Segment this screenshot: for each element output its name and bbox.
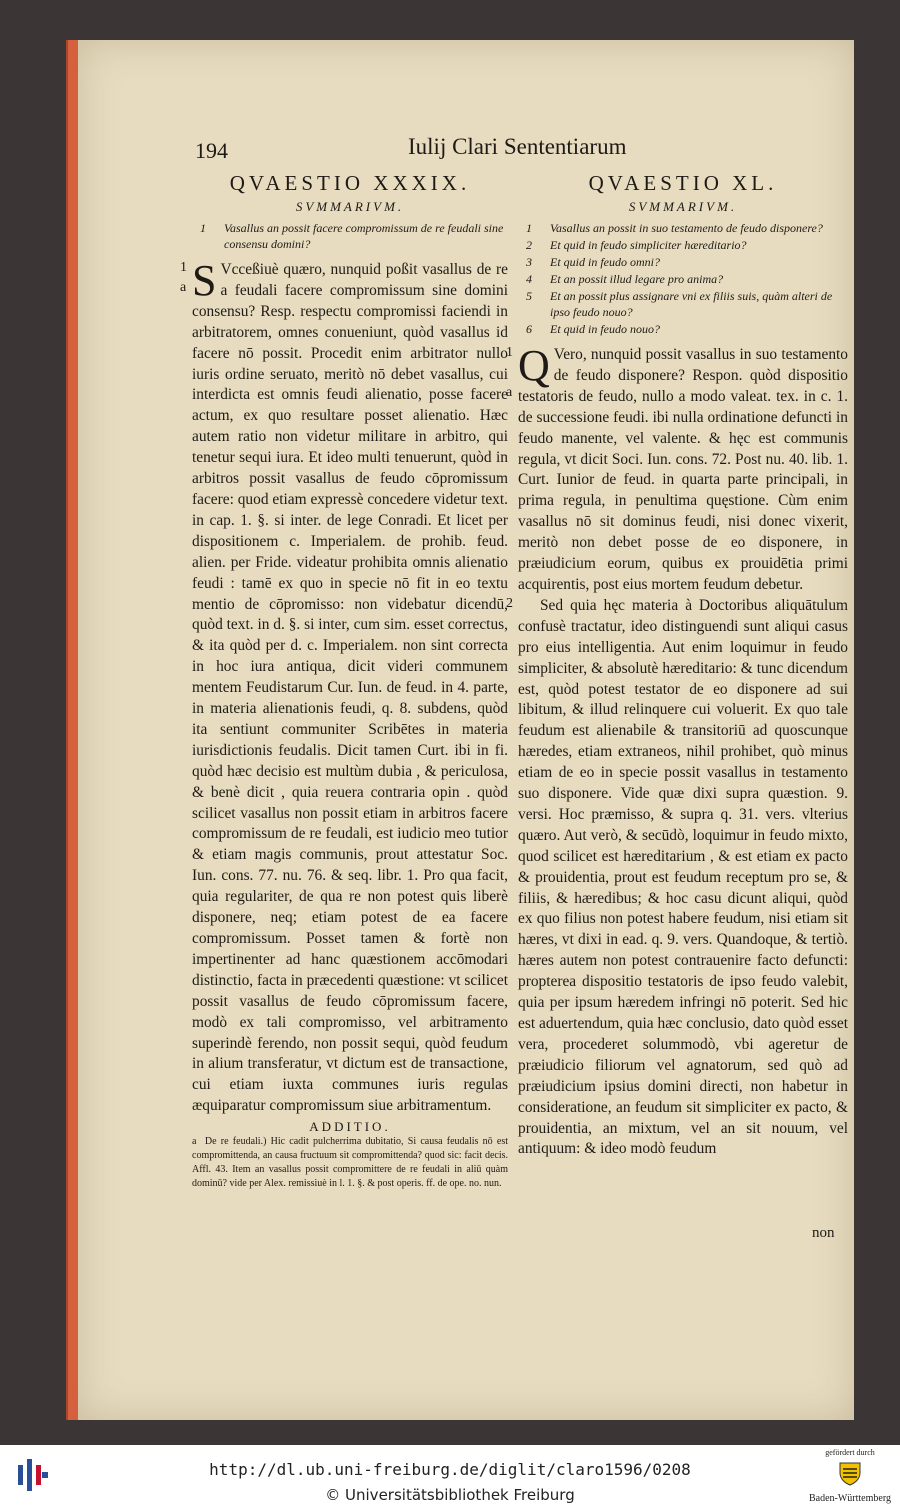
margin-number: 1: [506, 345, 513, 360]
summary-item-number: 1: [200, 221, 206, 235]
right-body-paragraph-2: [506, 595, 848, 1160]
right-body-text-1: [518, 341, 848, 596]
left-column: [180, 170, 509, 1191]
left-body-paragraph: [180, 256, 508, 1117]
margin-number: 1: [180, 260, 187, 275]
summary-item-number: 4: [526, 272, 532, 286]
right-summarium-label: SVMMARIVM.: [628, 199, 738, 214]
sponsor-name: Baden-Württemberg: [808, 1493, 891, 1504]
right-body-paragraph-1: [506, 341, 848, 596]
right-summary-item: [518, 220, 848, 236]
catchword: non: [812, 1225, 835, 1241]
summary-item-text: Et an possit plus assignare vni ex filiis suis, quàm alteri de ipso feudo nouo?: [550, 289, 833, 319]
summary-item-number: 6: [526, 322, 532, 336]
page-number: 194: [195, 138, 228, 163]
copyright-text: © Universitätsbibliothek Freiburg: [325, 1486, 575, 1504]
summary-item-text: Et quid in feudo nouo?: [550, 322, 660, 336]
right-body-text-2: Sed quia hęc materia à Doctoribus aliquātulum confusè tractatur, ideo distinguendi sunt aliqui casus pro eius intelligentia. Aut enim loquimur in feudo simpliciter, & absolutè hæreditario: & tunc dicendum est, quòd potest testator de eo disponere ad sui libitum, & illud relinquere cui voluerit. Ex quo tale feudum est alienabile & transitoriū ad quoscunque hæredes, etiam extraneos, nihil prohibet, quò minus etiam de eo in specie possit vasallus in testamento suo disponere. Vide quæ dixi supra quæstion. 9. versi. Hoc præmisso, & supra q. 31. vers. vlterius quæro. Aut verò, & secūdò, loquimur in feudo mixto, quod scilicet est hæreditarium , & est etiam ex pacto & prouidentia, prout est feudum receptum pro se, & filiis, & hæredibus; & hoc casu dicunt aliqui, quòd ex quo filius non potest habere feudum, nisi etiam sit hæres, vt dixi in ead. q. 9. vers. Quandoque, & tertiò. hæres autem non potest contrauenire facto defuncti: propterea dispositio testatoris de ipso feudo valebit, quia per ipsum hæredem infringi nō poterit. Sed hic est aduertendum, quia hæc conclusio, dato quòd esset vera, procederet solummodò, vbi ageretur de præiudicio filiorum vel agnatorum, sed quò ad præiudicium ipsius domini directi, non habetur in consideratione, an feudum sit simpliciter ex pacto, & prouidentia, an mixtum, vel an sit nouum, vel antiquum: & ideo modò feudum: [518, 596, 848, 1158]
sponsor-block: [805, 1448, 895, 1505]
left-body-text: [192, 256, 508, 1117]
coat-of-arms-icon: [837, 1460, 863, 1486]
right-summary-item: [518, 321, 848, 337]
drop-cap-initial: Q: [518, 341, 550, 390]
additio-label: ADDITIO.: [309, 1119, 391, 1135]
margin-note-letter: a: [180, 280, 187, 295]
drop-cap-initial: S: [192, 256, 217, 305]
right-summary-item: [518, 237, 848, 253]
running-head: Iulij Clari Sententiarum: [408, 134, 627, 159]
right-question-title: QVAESTIO XL.: [588, 171, 778, 195]
additio-content: De re feudali.) Hic cadit pulcherrima dubitatio, Si causa feudalis nō est compromittenda, an causa fructuum sit compromittenda? quod sic: facit decis. Affl. 43. Item an vasallus possit compromittere de re feudali in aliū quàm dominū? vide per Alex. remissiuè in l. 1. §. & post operis. ff. de ope. no. nun.: [192, 1136, 509, 1190]
summary-item-number: 3: [526, 255, 532, 269]
summary-item-text: Vasallus an possit facere compromissum de re feudali sine consensu domini?: [224, 221, 504, 251]
right-column: [506, 170, 848, 1160]
summary-item-number: 2: [526, 238, 532, 252]
document-url-link[interactable]: http://dl.ub.uni-freiburg.de/diglit/claro1596/0208: [209, 1460, 691, 1479]
right-summary-item: [518, 271, 848, 287]
summary-item-text: Et an possit illud legare pro anima?: [550, 272, 724, 286]
summary-item-number: 1: [526, 221, 532, 235]
sponsor-caption: gefördert durch: [825, 1448, 875, 1457]
margin-number: 2: [506, 595, 513, 611]
left-summary-item: [192, 220, 508, 252]
summary-item-text: Et quid in feudo omni?: [550, 255, 660, 269]
left-summarium-label: SVMMARIVM.: [295, 199, 405, 214]
margin-note-letter: a: [506, 385, 513, 400]
left-body-content: Vcceßiuè quæro, nunquid poßit vasallus de re a feudali facere compromissum sine domini consensu? Resp. respectu compromissi faciendi in arbitratorem, omnes conueniunt, quòd vasallus id facere nō possit. Procedit enim arbitrator nullo iuris ordine seruato, meritò nō debet vasallus, cui interdicta est omnis feudi alienatio, posse facere actum, ex quo resultare posset alienatio. Hæc autem ratio non videtur militare in arbitro, qui tenetur sequi iura. Et ideo multi tenuerunt, quòd in arbitros possit vasallus de feudo cōpromissum facere: quod etiam expressè concedere videtur text. in cap. 1. §. si inter. de lege Conradi. Et licet per dispositionem c. Imperialem. de prohib. feud. alien. per Fride. videatur prohibita omnis alienatio feudi : tamē ex quo in specie nō fit in eo textu mentio de cōpromisso: non videbatur dicendū, quòd text. in d. §. si inter, cum sim. esset correctus, & ita quòd per d. c. Imperialem. non sint correcta in hoc iura antiqua, dicit videri communem mentem Feudistarum Cur. Iun. de feud. in 4. parte, in materia alienationis feudi, q. 8. subdens, quòd ita sentiunt communiter Scribētes in materia iurisdictionis feudalis. Dicit tamen Curt. ibi in fi. quòd hæc decisio est multùm dubia , & periculosa, & benè dicit , quia reuera contraria opin . quòd scilicet vasallus non possit etiam in arbitros facere compromissum de re feudali, est iudicio meo tutior & etiam magis communis, prout attestatur Soc. Iun. cons. 77. nu. 76. & seq. libr. 1. Pro qua facit, quia regulariter, de qua re non potest quis liberè disponere, neq; etiam potest de ea facere compromissum. Posset tamen & fortè non impertinenter ad hanc quæstionem accōmodari distinctio, facta in præcedenti quæstione: vt scilicet possit vasallus de feudo cōpromissum facere, modò ex tali compromisso, vel arbitramento superindè ferendo, non possit sequi, quòd feudum in alium transferatur, vt dictum est de transactione, cui etiam iuxta communes iuris regulas æquiparatur compromissum siue arbitramentum.: [192, 261, 508, 1115]
summary-item-number: 5: [526, 289, 532, 303]
left-question-title: QVAESTIO XXXIX.: [229, 171, 471, 195]
right-body-content-1: Vero, nunquid possit vasallus in suo testamento de feudo disponere? Respon. quòd dispositio testatoris de feudo, nullo a modo valeat. tex. in c. 1. de successione feudi. ibi nulla ordinatione defuncti in feudo manente, vel valente. & hęc est communis regula, vt dicit Soci. Iun. cons. 72. Post nu. 40. lib. 1. Curt. Iunior de feud. in quarta parte principali, in prima regula, in penultima quęstione. Cùm enim vasallus nō sit dominus feudi, nisi donec vixerit, meritò non debet posse de eo disponere, in præiudicium eorum, quibus ex prouidētia primi acquirentis, post eius mortem feudum debetur.: [518, 346, 848, 593]
additio-text: [192, 1135, 508, 1191]
right-summary-item: [518, 254, 848, 270]
summary-item-text: Vasallus an possit in suo testamento de feudo disponere?: [550, 221, 823, 235]
summary-item-text: Et quid in feudo simpliciter hæreditario?: [550, 238, 747, 252]
additio-mark: a: [192, 1136, 197, 1148]
right-summary-item: [518, 288, 848, 320]
